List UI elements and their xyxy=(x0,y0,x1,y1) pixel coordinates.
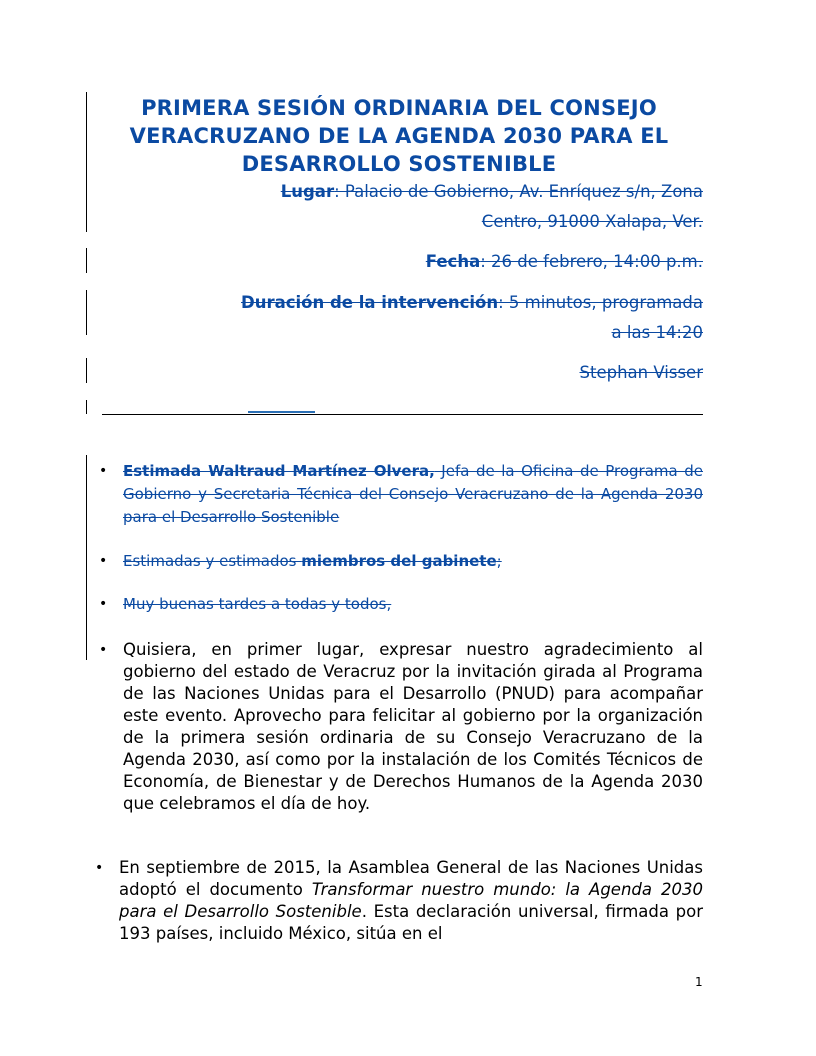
paragraph-item xyxy=(99,639,703,815)
greeting-suffix: ; xyxy=(496,552,502,570)
duracion-value-2: a las 14:20 xyxy=(611,323,703,342)
duracion-value: : 5 minutos, programada xyxy=(498,293,703,312)
meta-lugar xyxy=(281,176,703,207)
lugar-value-2: Centro, 91000 Xalapa, Ver. xyxy=(481,212,703,231)
meta-lugar-cont xyxy=(482,206,703,237)
document-title: PRIMERA SESIÓN ORDINARIA DEL CONSEJO VERACRUZANO DE LA AGENDA 2030 PARA EL DESARROLLO SOSTENIBLE xyxy=(129,96,669,176)
lugar-value: : Palacio de Gobierno, Av. Enríquez s/n, Zona xyxy=(334,182,703,201)
meta-duracion-cont xyxy=(612,317,703,348)
separator-accent xyxy=(248,411,315,413)
duracion-label: Duración de la intervención xyxy=(241,293,499,312)
change-bar xyxy=(86,92,87,232)
change-bar xyxy=(86,248,87,273)
change-bar xyxy=(86,400,87,414)
bullet-icon: • xyxy=(99,553,108,569)
paragraph-text: En septiembre de 2015, la Asamblea General de las Naciones Unidas adoptó el documento xyxy=(119,858,703,899)
change-bar xyxy=(86,290,87,335)
lugar-label: Lugar xyxy=(280,182,335,201)
fecha-label: Fecha xyxy=(425,252,481,271)
paragraph-item xyxy=(95,857,703,945)
greeting-item xyxy=(99,550,703,573)
meta-speaker xyxy=(580,357,703,388)
change-bar xyxy=(86,455,87,660)
bullet-icon: • xyxy=(99,642,108,658)
greeting-text: Estimadas y estimados xyxy=(123,552,302,570)
document-title-italic: Transformar nuestro mundo: la Agenda 2030 para el Desarrollo Sostenible xyxy=(119,880,703,921)
fecha-value: : 26 de febrero, 14:00 p.m. xyxy=(480,252,703,271)
separator-rule xyxy=(102,414,703,415)
paragraph-text: . Esta declaración universal, firmada por 193 países, incluido México, sitúa en el xyxy=(119,902,703,943)
meta-fecha xyxy=(426,246,703,277)
bullet-icon: • xyxy=(95,860,104,876)
speaker-name: Stephan Visser xyxy=(579,363,703,382)
bullet-icon: • xyxy=(99,596,108,612)
greeting-bold: miembros del gabinete xyxy=(301,552,497,570)
page-number: 1 xyxy=(695,975,703,989)
greeting-bold: Estimada Waltraud Martínez Olvera, xyxy=(123,462,435,480)
bullet-icon: • xyxy=(99,463,108,479)
greeting-text: Muy buenas tardes a todas y todos, xyxy=(123,595,392,613)
meta-duracion xyxy=(241,287,703,318)
greeting-item xyxy=(99,460,703,529)
greeting-item xyxy=(99,593,703,616)
change-bar xyxy=(86,358,87,383)
paragraph-text: Quisiera, en primer lugar, expresar nuestro agradecimiento al gobierno del estado de Veracruz por la invitación girada al Programa de las Naciones Unidas para el Desarrollo (PNUD) para acompañar este evento. Aprovecho para felicitar al gobierno por la organización de la primera sesión ordinaria de su Consejo Veracruzano de la Agenda 2030, así como por la instalación de los Comités Técnicos de Economía, de Bienestar y de Derechos Humanos de la Agenda 2030 que celebramos el día de hoy. xyxy=(123,640,703,813)
greeting-text: Jefa de la Oficina de Programa de Gobierno y Secretaria Técnica del Consejo Veracruzano de la Agenda 2030 para el Desarrollo Sostenible xyxy=(123,462,703,526)
